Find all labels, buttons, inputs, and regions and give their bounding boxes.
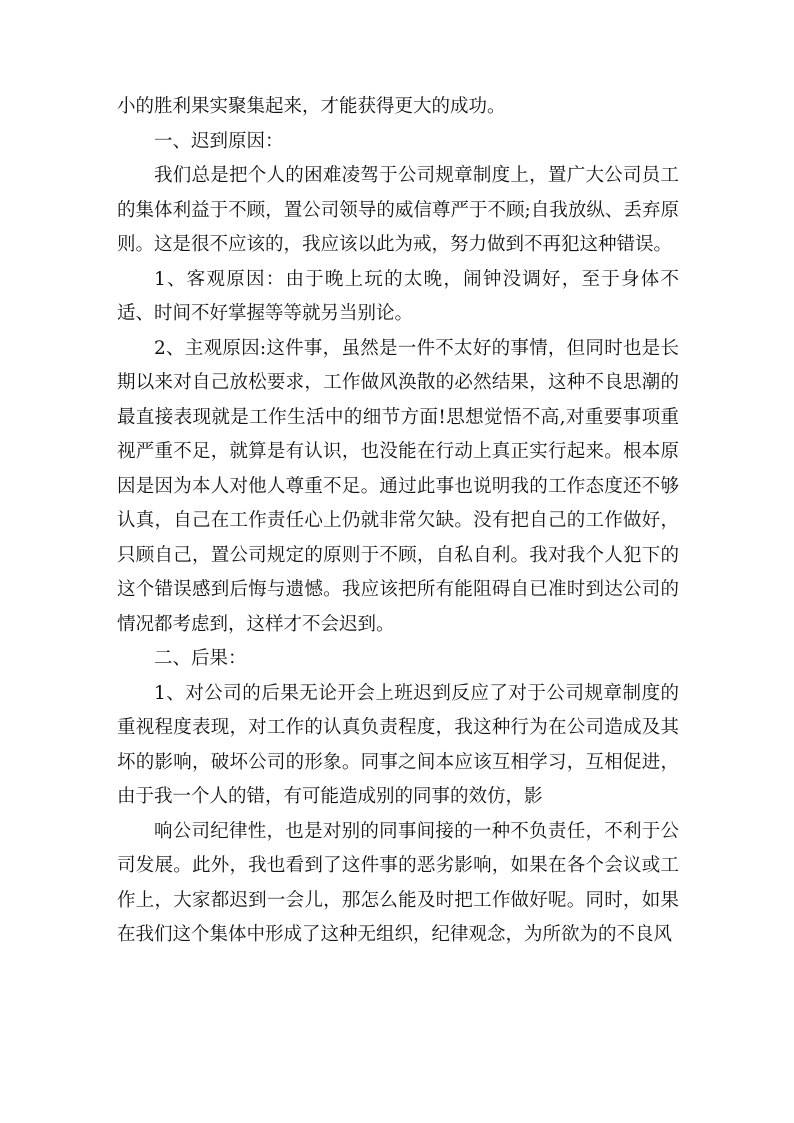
paragraph-objective-reason: 1、客观原因：由于晚上玩的太晚，闹钟没调好，至于身体不适、时间不好掌握等等就另当别论。 [117,268,679,324]
document-body [117,90,679,953]
paragraph-reasons-intro: 我们总是把个人的困难凌驾于公司规章制度上，置广大公司员工的集体利益于不顾，置公司领导的威信尊严于不顾;自我放纵、丢弃原则。这是很不应该的，我应该以此为戒，努力做到不再犯这种错误。 [117,165,679,255]
section-heading-reasons: 一、迟到原因： [154,130,284,152]
paragraph-consequence-continued: 响公司纪律性，也是对别的同事间接的一种不负责任，不利于公司发展。此外，我也看到了这件事的恶劣影响，如果在各个会议或工作上，大家都迟到一会儿，那怎么能及时把工作做好呢。同时，如果在我们这个集体中形成了这种无组织，纪律观念，为所欲为的不良风 [117,820,679,945]
paragraph-subjective-reason: 2、主观原因:这件事，虽然是一件不太好的事情，但同时也是长期以来对自己放松要求，工作做风涣散的必然结果，这种不良思潮的最直接表现就是工作生活中的细节方面!思想觉悟不高,对重要事项重视严重不足，就算是有认识，也没能在行动上真正实行起来。根本原因是因为本人对他人尊重不足。通过此事也说明我的工作态度还不够认真，自己在工作责任心上仍就非常欠缺。没有把自己的工作做好，只顾自己，置公司规定的原则于不顾，自私自利。我对我个人犯下的这个错误感到后悔与遗憾。我应该把所有能阻碍自已准时到达公司的情况都考虑到，这样才不会迟到。 [117,337,679,635]
paragraph-continuation: 小的胜利果实聚集起来，才能获得更大的成功。 [117,96,506,117]
section-heading-consequences: 二、后果： [154,648,247,669]
paragraph-consequence-company: 1、对公司的后果无论开会上班迟到反应了对于公司规章制度的重视程度表现，对工作的认真负责程度，我这种行为在公司造成及其坏的影响，破坏公司的形象。同事之间本应该互相学习，互相促进，由于我一个人的错，有可能造成别的同事的效仿，影 [117,682,679,807]
